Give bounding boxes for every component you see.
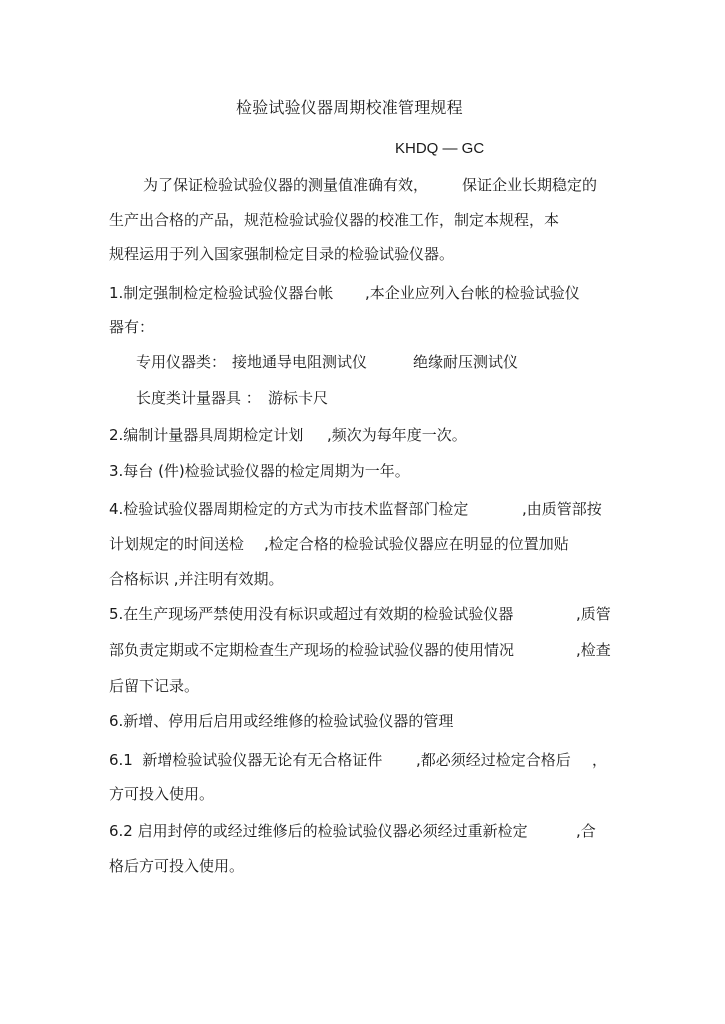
document-code: KHDQ — GC [395, 140, 485, 157]
special-instrument-item-2: 绝缘耐压测试仪 [413, 353, 519, 371]
section2-line-1a: 2.编制计量器具周期检定计划 [109, 426, 304, 444]
intro-line-1b: 保证企业长期稳定的 [462, 176, 598, 194]
intro-line-3: 规程运用于列入国家强制检定目录的检验试验仪器。 [109, 245, 455, 263]
section2-line-1b: ,频次为每年度一次。 [327, 426, 467, 444]
section6-1-line-1b: ,都必须经过检定合格后 [416, 751, 571, 769]
section6-heading: 6.新增、停用后启用或经维修的检验试验仪器的管理 [109, 712, 454, 730]
section4-line-3: 合格标识 ,并注明有效期。 [109, 570, 284, 588]
section6-1-line-1c: ， [592, 751, 608, 769]
section5-line-3: 后留下记录。 [109, 677, 200, 695]
special-instrument-item-1: 接地通导电阻测试仪 [232, 353, 368, 371]
intro-line-1a: 为了保证检验试验仪器的测量值准确有效， [143, 176, 429, 194]
length-instruments-label: 长度类计量器具 ： [136, 389, 261, 407]
section6-2-line-2: 格后方可投入使用。 [109, 857, 245, 875]
section5-line-1a: 5.在生产现场严禁使用没有标识或超过有效期的检验试验仪器 [109, 605, 514, 623]
section1-line-1b: ,本企业应列入台帐的检验试验仪 [365, 284, 580, 302]
special-instruments-label: 专用仪器类： [136, 353, 227, 371]
section4-line-1b: ,由质管部按 [522, 500, 602, 518]
section6-1-line-2: 方可投入使用。 [109, 785, 215, 803]
section6-2-line-1b: ,合 [576, 822, 596, 840]
section6-1-line-1a: 6.1 新增检验试验仪器无论有无合格证件 [109, 751, 383, 769]
section3-line-1: 3.每台 (件)检验试验仪器的检定周期为一年。 [109, 462, 410, 480]
section4-line-1a: 4.检验试验仪器周期检定的方式为市技术监督部门检定 [109, 500, 469, 518]
section1-line-2: 器有： [109, 318, 155, 336]
section4-line-2b: ,检定合格的检验试验仪器应在明显的位置加贴 [264, 535, 569, 553]
section6-2-line-1a: 6.2 启用封停的或经过维修后的检验试验仪器必须经过重新检定 [109, 822, 528, 840]
length-instrument-item-1: 游标卡尺 [268, 389, 329, 407]
section4-line-2a: 计划规定的时间送检 [109, 535, 245, 553]
section5-line-2a: 部负责定期或不定期检查生产现场的检验试验仪器的使用情况 [109, 641, 515, 659]
intro-line-2: 生产出合格的产品，规范检验试验仪器的校准工作，制定本规程，本 [109, 211, 560, 229]
document-title: 检验试验仪器周期校准管理规程 [236, 98, 463, 117]
section5-line-1b: ,质管 [576, 605, 611, 623]
section5-line-2b: ,检查 [576, 641, 611, 659]
section1-line-1a: 1.制定强制检定检验试验仪器台帐 [109, 284, 334, 302]
